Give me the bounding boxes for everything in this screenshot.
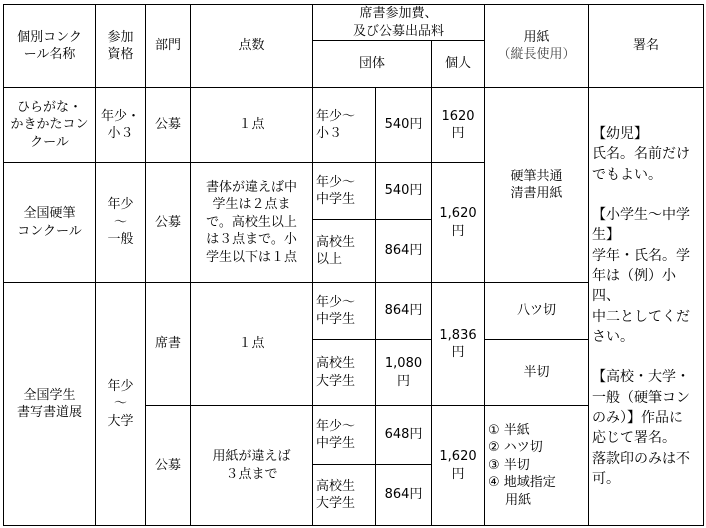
sekisho-count: １点 (191, 283, 313, 406)
kohitsu-name: 全国硬筆 コンクール (4, 163, 96, 283)
kohitsu-g2-fee: 864円 (376, 220, 432, 283)
kohitsu-g1-grade: 年少～ 中学生 (313, 163, 376, 220)
koubo-g2-grade: 高校生 大学生 (313, 465, 376, 526)
hiragana-count: １点 (191, 88, 313, 163)
paper-list-item: 用紙 (488, 492, 532, 508)
signature-line: 年は（例）小四、 (592, 268, 676, 305)
signature-line: 生】 (592, 227, 620, 244)
header-individual: 個人 (432, 41, 485, 88)
signature-notes (589, 88, 704, 526)
koubo-division: 公募 (146, 406, 191, 526)
signature-line: 中二としてくだ (592, 308, 690, 325)
sekisho-g2-grade: 高校生 大学生 (313, 340, 376, 406)
kohitsu-division: 公募 (146, 163, 191, 283)
kohitsu-g1-fee: 540円 (376, 163, 432, 220)
sekisho-g1-fee: 864円 (376, 283, 432, 340)
paper-list-item: ② ハツ切 (488, 440, 543, 456)
signature-line: 【小学生～中学 (592, 207, 690, 224)
sekisho-paper-2: 半切 (485, 340, 589, 406)
hiragana-group-fee: 540円 (376, 88, 432, 163)
header-fee: 席書参加費、 及び公募出品料 (313, 5, 485, 41)
hiragana-division: 公募 (146, 88, 191, 163)
kohitsu-eligibility: 年少 ～ 一般 (96, 163, 146, 283)
signature-line: 可。 (592, 470, 620, 487)
gakusei-name: 全国学生 書写書道展 (4, 283, 96, 526)
header-contest-name: 個別コンク ール名称 (4, 5, 96, 88)
header-paper: 用紙 （縦長使用） (485, 5, 589, 88)
signature-line: 学年・氏名。学 (592, 247, 690, 264)
signature-line: さい。 (592, 328, 634, 345)
header-division: 部門 (146, 5, 191, 88)
hiragana-name: ひらがな・ かきかたコン クール (4, 88, 96, 163)
paper-list-item: ③ 半切 (488, 457, 530, 473)
header-eligibility: 参加 資格 (96, 5, 146, 88)
hiragana-eligibility: 年少・ 小３ (96, 88, 146, 163)
hiragana-individual-fee: 1620 円 (432, 88, 485, 163)
signature-spacer (592, 347, 700, 367)
signature-line: 一般（硬筆コン (592, 389, 690, 406)
sekisho-division: 席書 (146, 283, 191, 406)
koubo-paper-list (485, 406, 589, 526)
koubo-g1-fee: 648円 (376, 406, 432, 465)
sekisho-individual-fee: 1,836 円 (432, 283, 485, 406)
signature-line: 応じて署名。 (592, 430, 676, 447)
koubo-g1-grade: 年少～ 中学生 (313, 406, 376, 465)
header-count: 点数 (191, 5, 313, 88)
signature-line: 【幼児】 (592, 125, 648, 142)
koubo-g2-fee: 864円 (376, 465, 432, 526)
kohitsu-g2-grade: 高校生 以上 (313, 220, 376, 283)
header-signature: 署名 (589, 5, 704, 88)
header-group: 団体 (313, 41, 432, 88)
signature-line: のみ）】作品に (592, 410, 683, 427)
signature-line: でもよい。 (592, 166, 662, 183)
kohitsu-paper: 硬筆共通 清書用紙 (485, 88, 589, 283)
paper-list-item: ① 半紙 (488, 422, 530, 438)
signature-line: 落款印のみは不 (592, 450, 690, 467)
kohitsu-individual-fee: 1,620 円 (432, 163, 485, 283)
kohitsu-count: 書体が違えば中 学生は２点ま で。高校生以上 は３点まで。小 学生以下は１点 (191, 163, 313, 283)
sekisho-paper-1: 八ツ切 (485, 283, 589, 340)
signature-line: 【高校・大学・ (592, 369, 690, 386)
paper-list-item: ④ 地域指定 (488, 475, 556, 491)
koubo-individual-fee: 1,620 円 (432, 406, 485, 526)
gakusei-eligibility: 年少 ～ 大学 (96, 283, 146, 526)
koubo-count: 用紙が違えば ３点まで (191, 406, 313, 526)
contest-fee-table (3, 4, 704, 526)
signature-spacer (592, 185, 700, 205)
sekisho-g2-fee: 1,080 円 (376, 340, 432, 406)
signature-line: 氏名。名前だけ (592, 146, 690, 163)
sekisho-g1-grade: 年少～ 中学生 (313, 283, 376, 340)
hiragana-group-grade: 年少～ 小３ (313, 88, 376, 163)
